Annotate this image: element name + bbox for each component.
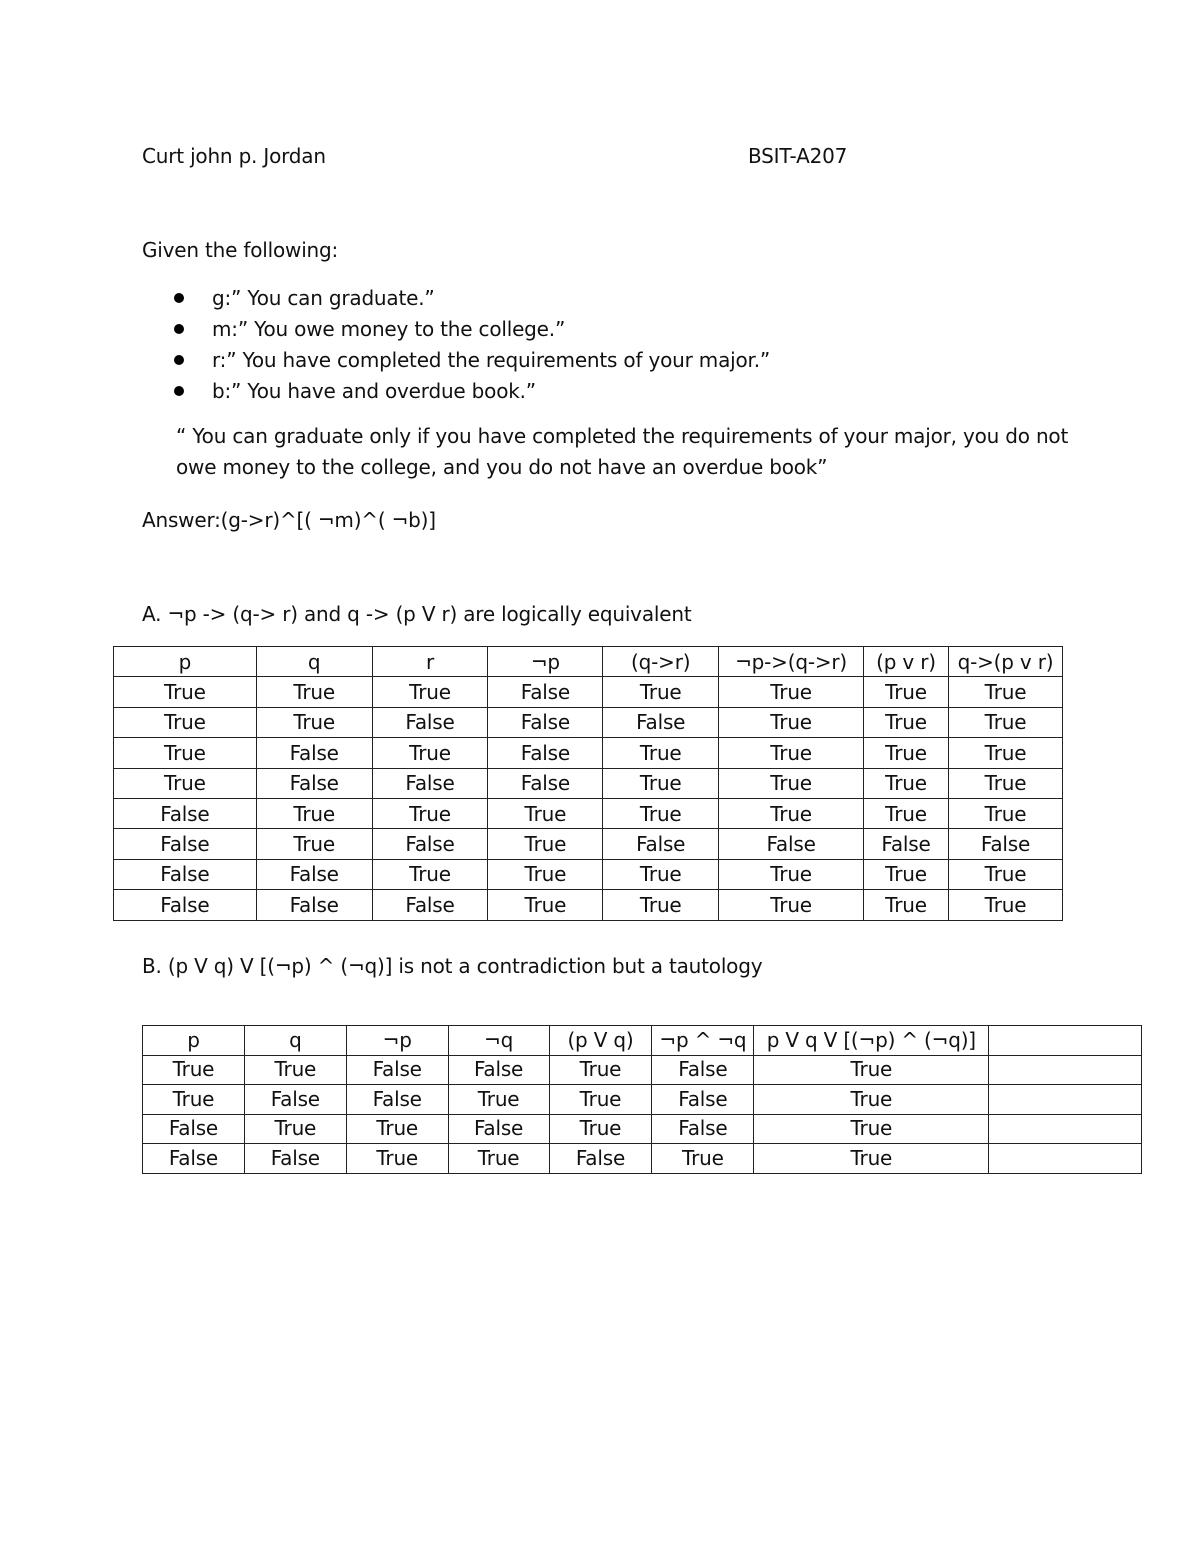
- table-row: [114, 768, 1063, 798]
- table-cell: False: [372, 707, 488, 737]
- table-cell: False: [488, 738, 603, 768]
- table-cell: False: [603, 829, 719, 859]
- table-cell: True: [448, 1144, 549, 1174]
- list-item: [170, 376, 770, 407]
- student-name: Curt john p. Jordan: [142, 144, 326, 168]
- table-row: [114, 677, 1063, 707]
- table-cell: True: [372, 798, 488, 828]
- table-cell: True: [864, 798, 949, 828]
- answer-text: Answer:(g->r)^[( ¬m)^( ¬b)]: [142, 508, 436, 532]
- table-cell: True: [948, 738, 1062, 768]
- table-cell: True: [549, 1085, 652, 1115]
- intro-text: Given the following:: [142, 238, 339, 262]
- table-cell: True: [256, 707, 372, 737]
- proposition-list: [170, 283, 770, 407]
- bullet-icon: [174, 355, 184, 365]
- table-row: [114, 738, 1063, 768]
- table-cell: True: [948, 707, 1062, 737]
- proposition-text: r:” You have completed the requirements of your major.”: [212, 348, 771, 372]
- table-cell: False: [948, 829, 1062, 859]
- table-cell: True: [603, 738, 719, 768]
- table-cell: True: [719, 768, 864, 798]
- table-cell: True: [143, 1055, 245, 1085]
- column-header: q->(p v r): [948, 647, 1062, 677]
- table-cell: True: [754, 1055, 989, 1085]
- table-cell: False: [603, 707, 719, 737]
- statement-line: “ You can graduate only if you have completed the requirements of your major, you do not: [176, 424, 1069, 448]
- column-header: p V q V [(¬p) ^ (¬q)]: [754, 1026, 989, 1056]
- column-header: q: [244, 1026, 346, 1056]
- table-cell: False: [448, 1055, 549, 1085]
- table-cell: [989, 1085, 1142, 1115]
- table-cell: True: [864, 859, 949, 889]
- table-cell: False: [256, 859, 372, 889]
- table-cell: False: [143, 1144, 245, 1174]
- table-cell: False: [256, 768, 372, 798]
- table-cell: True: [864, 768, 949, 798]
- table-row: [114, 829, 1063, 859]
- table-cell: True: [864, 890, 949, 920]
- column-header: ¬p: [488, 647, 603, 677]
- column-header: ¬p->(q->r): [719, 647, 864, 677]
- table-cell: False: [244, 1085, 346, 1115]
- table-cell: True: [488, 829, 603, 859]
- table-cell: False: [114, 890, 257, 920]
- table-cell: False: [448, 1114, 549, 1144]
- table-cell: False: [114, 859, 257, 889]
- proposition-text: g:” You can graduate.”: [212, 286, 435, 310]
- table-cell: True: [603, 798, 719, 828]
- column-header: ¬q: [448, 1026, 549, 1056]
- table-cell: False: [372, 890, 488, 920]
- table-cell: True: [488, 890, 603, 920]
- table-cell: True: [719, 859, 864, 889]
- table-cell: False: [488, 707, 603, 737]
- table-cell: True: [948, 798, 1062, 828]
- table-cell: False: [256, 890, 372, 920]
- table-row: [114, 890, 1063, 920]
- table-row: [114, 798, 1063, 828]
- table-cell: False: [652, 1085, 754, 1115]
- table-row: [114, 859, 1063, 889]
- column-header: (p V q): [549, 1026, 652, 1056]
- table-cell: True: [244, 1055, 346, 1085]
- table-cell: True: [754, 1114, 989, 1144]
- table-cell: False: [488, 677, 603, 707]
- table-cell: True: [346, 1144, 448, 1174]
- table-cell: True: [754, 1144, 989, 1174]
- table-cell: False: [652, 1055, 754, 1085]
- table-cell: False: [346, 1085, 448, 1115]
- proposition-text: m:” You owe money to the college.”: [212, 317, 566, 341]
- bullet-icon: [174, 324, 184, 334]
- table-header-row: [143, 1026, 1142, 1056]
- table-cell: [989, 1055, 1142, 1085]
- table-cell: True: [603, 890, 719, 920]
- table-cell: True: [244, 1114, 346, 1144]
- table-cell: True: [864, 707, 949, 737]
- bullet-icon: [174, 293, 184, 303]
- table-cell: True: [448, 1085, 549, 1115]
- table-cell: False: [372, 768, 488, 798]
- table-cell: True: [143, 1085, 245, 1115]
- statement-line: owe money to the college, and you do not have an overdue book”: [176, 455, 828, 479]
- table-cell: False: [549, 1144, 652, 1174]
- statement-quote: [176, 421, 1069, 483]
- table-cell: True: [603, 768, 719, 798]
- column-header: [989, 1026, 1142, 1056]
- table-cell: True: [372, 677, 488, 707]
- table-cell: True: [652, 1144, 754, 1174]
- column-header: ¬p: [346, 1026, 448, 1056]
- part-b-title: B. (p V q) V [(¬p) ^ (¬q)] is not a contradiction but a tautology: [142, 954, 763, 978]
- table-cell: True: [719, 890, 864, 920]
- table-cell: True: [488, 798, 603, 828]
- table-cell: True: [372, 738, 488, 768]
- table-cell: True: [114, 677, 257, 707]
- table-row: [114, 707, 1063, 737]
- truth-table-a: [113, 646, 1063, 921]
- table-cell: True: [603, 677, 719, 707]
- table-cell: True: [549, 1055, 652, 1085]
- table-row: [143, 1114, 1142, 1144]
- table-cell: False: [256, 738, 372, 768]
- part-a-title: A. ¬p -> (q-> r) and q -> (p V r) are logically equivalent: [142, 602, 692, 626]
- table-cell: False: [114, 798, 257, 828]
- table-cell: True: [372, 859, 488, 889]
- table-cell: True: [719, 677, 864, 707]
- table-cell: True: [719, 707, 864, 737]
- table-cell: True: [754, 1085, 989, 1115]
- table-row: [143, 1055, 1142, 1085]
- section-code: BSIT-A207: [748, 144, 848, 168]
- table-cell: True: [864, 677, 949, 707]
- table-cell: False: [244, 1144, 346, 1174]
- table-cell: True: [948, 890, 1062, 920]
- table-cell: True: [719, 798, 864, 828]
- table-row: [143, 1085, 1142, 1115]
- table-cell: True: [346, 1114, 448, 1144]
- table-cell: True: [256, 798, 372, 828]
- table-cell: True: [719, 738, 864, 768]
- table-cell: True: [256, 677, 372, 707]
- table-cell: False: [372, 829, 488, 859]
- table-header-row: [114, 647, 1063, 677]
- column-header: (q->r): [603, 647, 719, 677]
- column-header: r: [372, 647, 488, 677]
- column-header: p: [143, 1026, 245, 1056]
- column-header: p: [114, 647, 257, 677]
- table-cell: True: [549, 1114, 652, 1144]
- truth-table-b: [142, 1025, 1142, 1174]
- table-cell: [989, 1114, 1142, 1144]
- table-cell: False: [114, 829, 257, 859]
- column-header: ¬p ^ ¬q: [652, 1026, 754, 1056]
- table-cell: False: [143, 1114, 245, 1144]
- column-header: q: [256, 647, 372, 677]
- table-row: [143, 1144, 1142, 1174]
- table-cell: False: [488, 768, 603, 798]
- bullet-icon: [174, 386, 184, 396]
- table-cell: True: [948, 859, 1062, 889]
- table-cell: True: [603, 859, 719, 889]
- table-cell: True: [114, 738, 257, 768]
- proposition-text: b:” You have and overdue book.”: [212, 379, 536, 403]
- table-cell: [989, 1144, 1142, 1174]
- table-cell: True: [114, 707, 257, 737]
- table-cell: True: [948, 768, 1062, 798]
- list-item: [170, 283, 770, 314]
- table-cell: True: [864, 738, 949, 768]
- table-cell: False: [864, 829, 949, 859]
- table-cell: True: [256, 829, 372, 859]
- table-cell: True: [948, 677, 1062, 707]
- table-cell: True: [488, 859, 603, 889]
- table-cell: False: [346, 1055, 448, 1085]
- table-cell: False: [652, 1114, 754, 1144]
- table-cell: False: [719, 829, 864, 859]
- column-header: (p v r): [864, 647, 949, 677]
- table-cell: True: [114, 768, 257, 798]
- list-item: [170, 314, 770, 345]
- list-item: [170, 345, 770, 376]
